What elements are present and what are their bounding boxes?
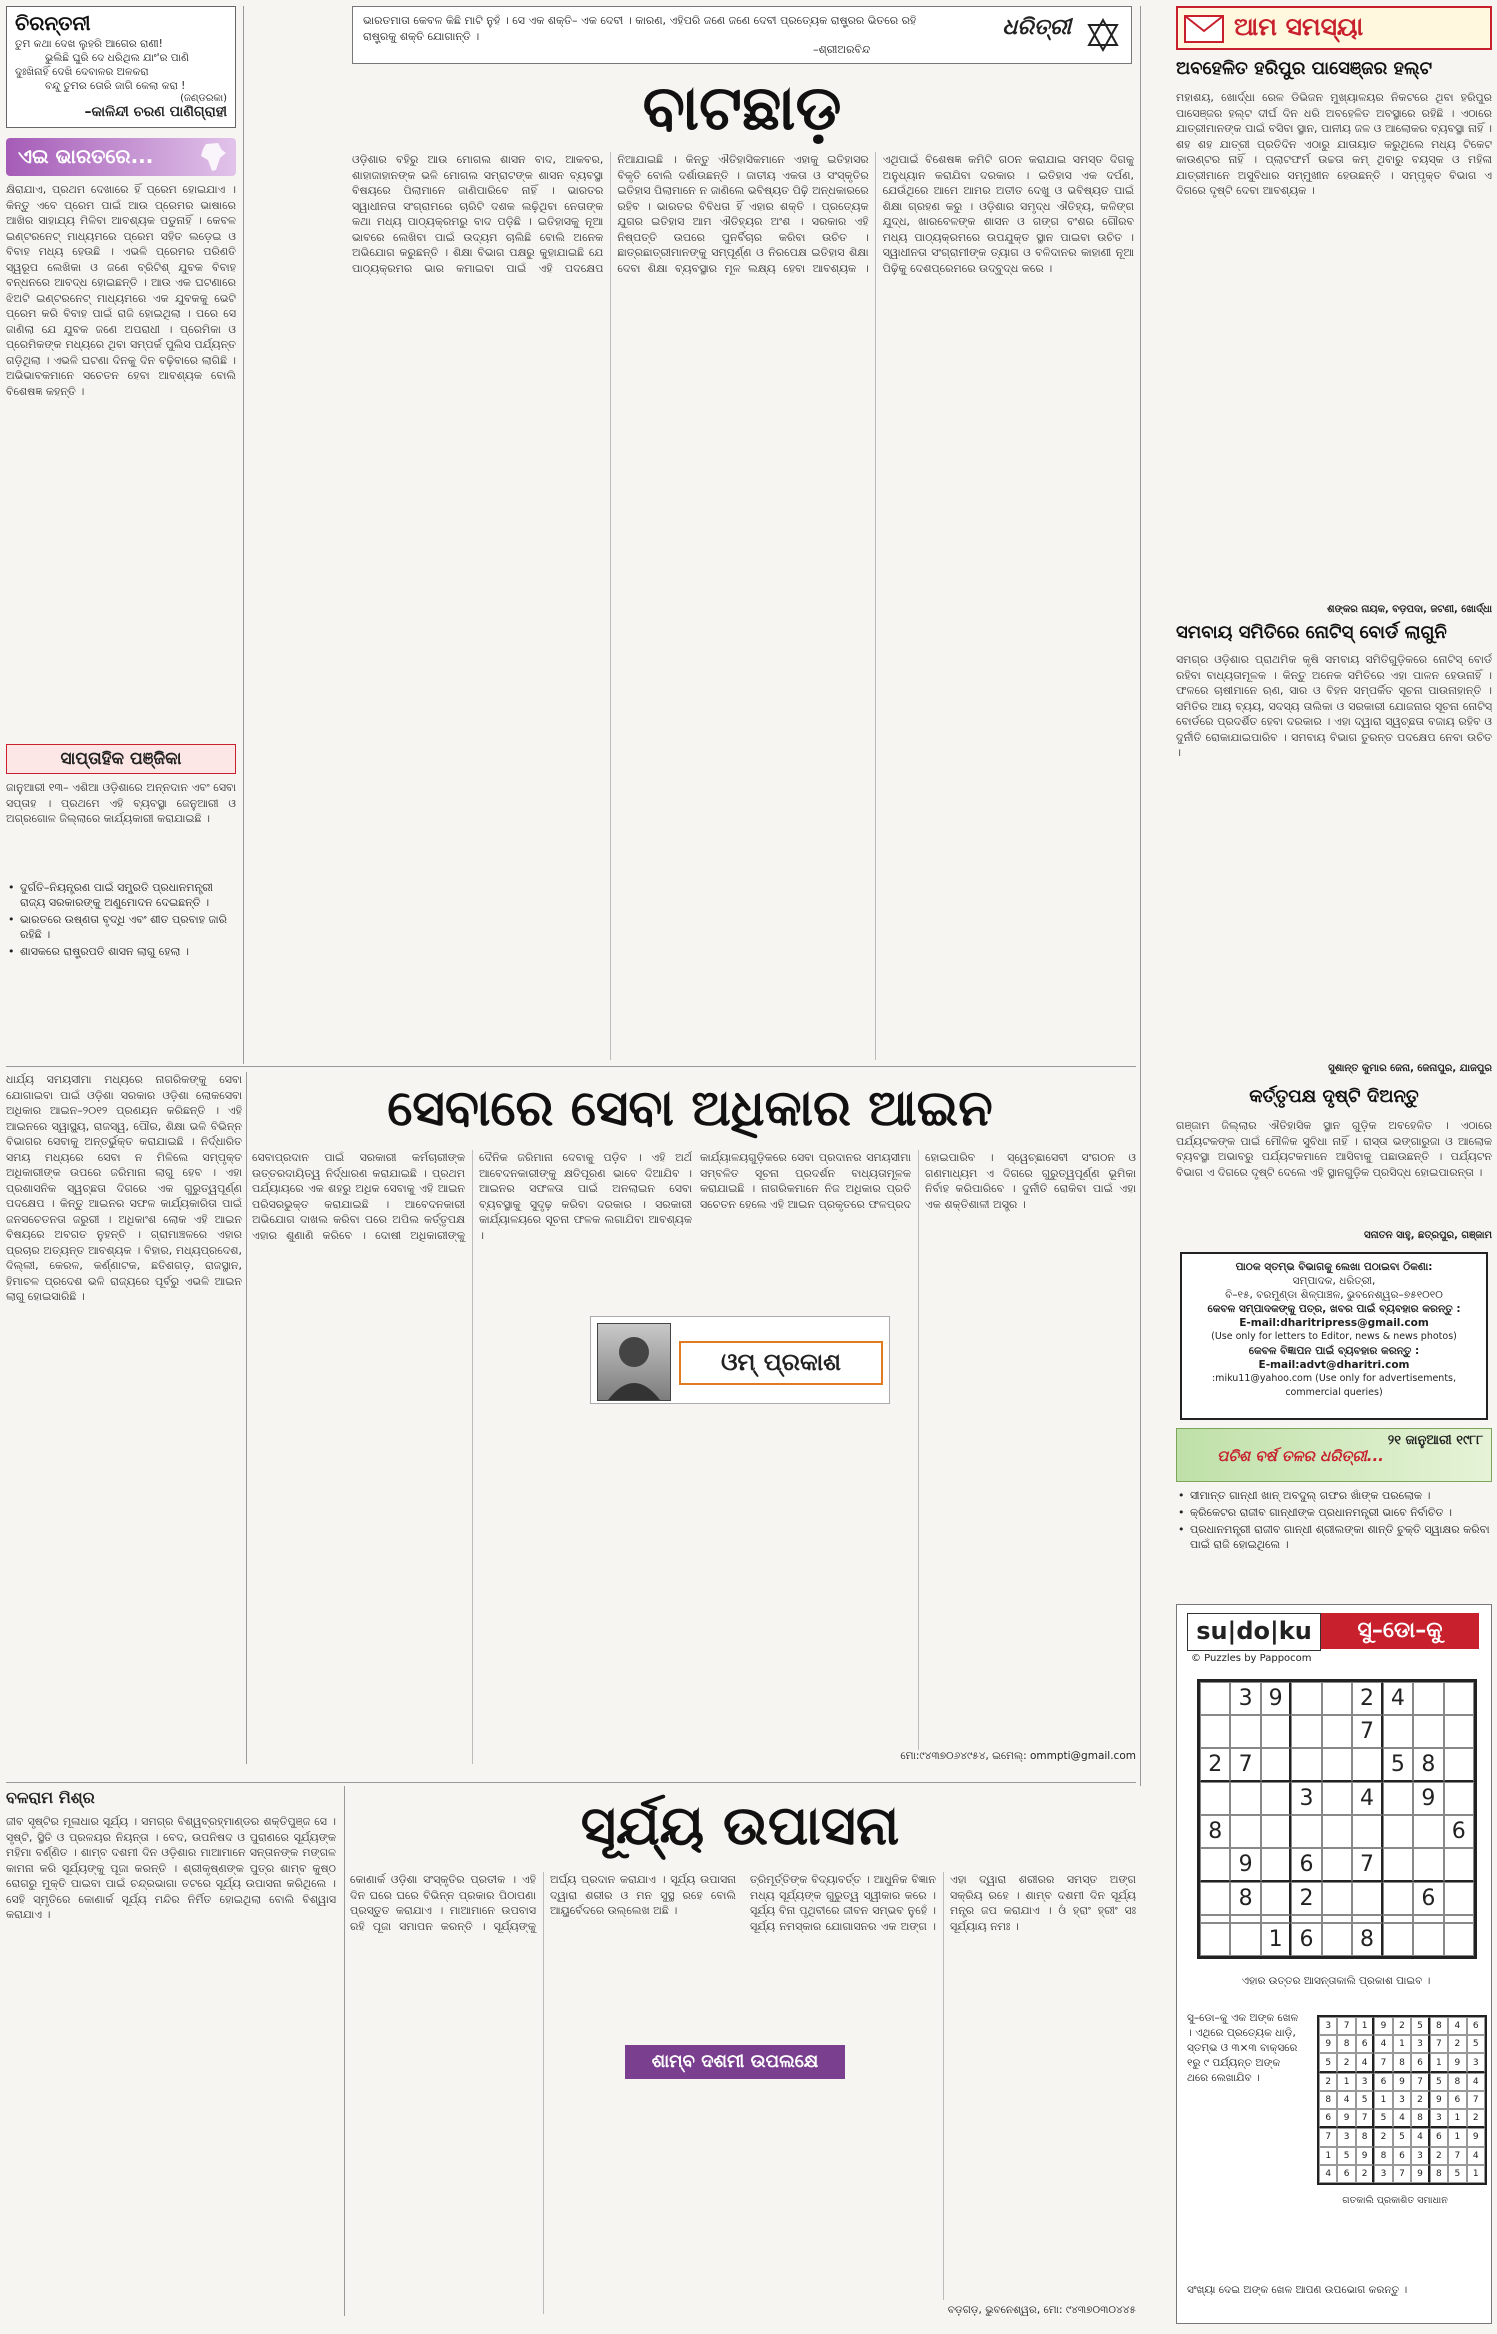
surya-col1: ଜୀବ ସୃଷ୍ଟିର ମୂଳାଧାର ସୂର୍ଯ୍ୟ । ସମଗ୍ର ବିଶ୍ୱବ୍ରହ୍ମାଣ୍ଡର ଶକ୍ତିପୁଞ୍ଜ ସେ । ସୃଷ୍ଟି, ସ୍ଥିତି ଓ ପ୍ରଳୟର ନିୟନ୍ତା । ବେଦ, ଉପନିଷଦ ଓ ପୁରାଣରେ ସୂର୍ଯ୍ୟଙ୍କ ମହିମା ବର୍ଣ୍ଣିତ । ଶାମ୍ବ ଦଶମୀ ଦିନ ଓଡ଼ିଶାର ମାଆମାନେ ସନ୍ତାନଙ୍କ ମଙ୍ଗଳ କାମନା କରି ସୂର୍ଯ୍ୟଙ୍କୁ ପୂଜା କରନ୍ତି । ଶ୍ରୀକୃଷ୍ଣଙ୍କ ପୁତ୍ର ଶାମ୍ବ କୁଷ୍ଠ ରୋଗରୁ ମୁକ୍ତି ପାଇବା ପାଇଁ ଚନ୍ଦ୍ରଭାଗା ତଟରେ ସୂର୍ଯ୍ୟ ଉପାସନା କରିଥିଲେ । ସେହି ସ୍ମୃତିରେ କୋଣାର୍କ ସୂର୍ଯ୍ୟ ମନ୍ଦିର ନିର୍ମିତ ହୋଇଥିଲା ବୋଲି ବିଶ୍ୱାସ କରାଯାଏ ।	[6, 1815, 336, 1921]
solution-cell: 2	[1430, 2147, 1448, 2165]
solution-cell: 1	[1448, 2128, 1466, 2146]
solution-cell: 8	[1319, 2091, 1337, 2109]
solution-cell: 1	[1448, 2109, 1466, 2128]
column-rule	[243, 6, 244, 1064]
sudoku-cell[interactable]	[1322, 1748, 1352, 1782]
editorial-headline: ବାଟଛାଡ଼	[642, 71, 842, 144]
sudoku-cell[interactable]	[1322, 1782, 1352, 1815]
weekly-item: • ଦୁର୍ଗତି–ନିୟନ୍ତ୍ରଣ ପାଇଁ ସମ୍ପ୍ରତି ପ୍ରଧାନମନ୍ତ୍ରୀ ରାଜ୍ୟ ସରକାରଙ୍କୁ ଅଣୁମୋଦନ ଦେଇଛନ୍ତି ।	[6, 880, 236, 910]
dharitri-logo: ଧରିତ୍ରୀ	[1002, 15, 1071, 40]
seba-col3: କାର୍ଯ୍ୟାଳୟଗୁଡ଼ିକରେ ସେବା ପ୍ରଦାନର ସମୟସୀମା ସମ୍ବଳିତ ସୂଚନା ପ୍ରଦର୍ଶନ ବାଧ୍ୟତାମୂଳକ କରାଯାଇଛି । ନାଗରିକମାନେ ନିଜ ଅଧିକାର ପ୍ରତି ସଚେତନ ହେଲେ ଏହି ଆଇନ ପ୍ରକୃତରେ ଫଳପ୍ରଦ ହୋଇପାରିବ । ସ୍ୱେଚ୍ଛାସେବୀ ସଂଗଠନ ଓ ଗଣମାଧ୍ୟମ ଏ ଦିଗରେ ଗୁରୁତ୍ୱପୂର୍ଣ୍ଣ ଭୂମିକା ନିର୍ବାହ କରିପାରିବେ । ଦୁର୍ନୀତି ରୋକିବା ପାଇଁ ଏହା ଏକ ଶକ୍ତିଶାଳୀ ଅସ୍ତ୍ର ।	[700, 1151, 1136, 1211]
solution-cell: 4	[1393, 2109, 1411, 2128]
sudoku-cell[interactable]	[1322, 1923, 1352, 1956]
sudoku-cell[interactable]	[1230, 1923, 1260, 1956]
seba-contact: ମୋ:୯୪୩୭୦୬୪୯୫୪, ଇମେଲ୍: ommpti@gmail.com	[900, 1750, 1136, 1762]
solution-cell: 5	[1448, 2165, 1466, 2183]
solution-cell: 7	[1430, 2035, 1448, 2053]
solution-cell: 7	[1393, 2165, 1411, 2183]
contact-intro: ପାଠକ ସ୍ତମ୍ଭ ବିଭାଗକୁ ଲେଖା ପଠାଇବା ଠିକଣା:	[1235, 1261, 1433, 1273]
sudoku-cell[interactable]	[1444, 1782, 1474, 1815]
sudoku-cell[interactable]: 9	[1413, 1782, 1443, 1815]
pachis-date: ୨୧ ଜାନୁଆରୀ ୧୯୮୮	[1387, 1433, 1483, 1448]
solution-cell: 7	[1374, 2053, 1392, 2072]
solution-cell: 8	[1393, 2053, 1411, 2072]
sudoku-cell[interactable]	[1291, 1815, 1321, 1848]
letter3-signature: ସନାତନ ସାହୁ, ଛତ୍ରପୁର, ଗଞ୍ଜାମ	[1364, 1230, 1492, 1241]
sudoku-cell[interactable]: 1	[1261, 1923, 1291, 1956]
solution-cell: 8	[1356, 2128, 1374, 2146]
surya-headline: ସୂର୍ଯ୍ୟ ଉପାସନା	[580, 1794, 900, 1857]
author-photo	[597, 1323, 671, 1401]
solution-cell: 9	[1356, 2147, 1374, 2165]
pachis-list	[1176, 1488, 1492, 1598]
sudoku-cell[interactable]	[1291, 1715, 1321, 1748]
sudoku-cell[interactable]	[1261, 1915, 1291, 1923]
sudoku-cell[interactable]	[1444, 1923, 1474, 1956]
letter3-text: ଗଞ୍ଜାମ ଜିଲ୍ଲାର ଐତିହାସିକ ସ୍ଥାନ ଗୁଡ଼ିକ ଅବହେଳିତ । ଏଠାରେ ପର୍ଯ୍ୟଟକଙ୍କ ପାଇଁ ମୌଳିକ ସୁବିଧା ନାହିଁ । ରାସ୍ତା ଭଙ୍ଗାରୁଜା ଓ ଆଲୋକ ବ୍ୟବସ୍ଥା ଅଭାବରୁ ପର୍ଯ୍ୟଟକମାନେ ଆସିବାକୁ ପଛାଉଛନ୍ତି । ପର୍ଯ୍ୟଟନ ବିଭାଗ ଏ ଦିଗରେ ଦୃଷ୍ଟି ଦେଲେ ଏହି ସ୍ଥାନଗୁଡ଼ିକ ପ୍ରସିଦ୍ଧ ହୋଇପାରନ୍ତା ।	[1176, 1119, 1492, 1179]
sudoku-cell[interactable]	[1200, 1715, 1230, 1748]
sudoku-cell[interactable]	[1444, 1748, 1474, 1782]
sudoku-cell[interactable]	[1413, 1848, 1443, 1882]
sudoku-cell[interactable]	[1261, 1815, 1291, 1848]
solution-cell: 9	[1411, 2165, 1429, 2183]
solution-cell: 3	[1319, 2017, 1337, 2035]
letter2-signature: ସୁଶାନ୍ତ କୁମାର ଜେନା, ଜେନାପୁର, ଯାଜପୁର	[1328, 1063, 1492, 1074]
editorial-quote: ଭାରତମାତା କେବଳ କିଛି ମାଟି ନୁହଁ । ସେ ଏକ ଶକ୍ତି– ଏକ ଦେବୀ । କାରଣ, ଏହିପରି ଜଣେ ଜଣେ ଦେବୀ ପ୍ରତ୍ୟେକ ରାଷ୍ଟ୍ରର ଭିତରେ ରହି ରାଷ୍ଟ୍ରକୁ ଶକ୍ତି ଯୋଗାନ୍ତି ।	[363, 14, 917, 43]
solution-cell: 3	[1411, 2147, 1429, 2165]
ei-bharatare-text: କ୍ଷିରାଯାଏ, ପ୍ରଥମ ଦେଖାରେ ହିଁ ପ୍ରେମ ହୋଇଯାଏ । କିନ୍ତୁ ଏବେ ପ୍ରେମ ପାଇଁ ଆଉ ପ୍ରେମର ଭାଷାରେ ଆଖିର ସାହାଯ୍ୟ ମିଳିବା ଆବଶ୍ୟକ ପଡୁନାହିଁ । କେବଳ ଇଣ୍ଟରନେଟ୍ ମାଧ୍ୟମରେ ପ୍ରେମ ସହିତ ଲଡ଼େଇ ଓ ବିବାହ ମଧ୍ୟ ହେଉଛି । ଏଭଳି ପ୍ରେମର ପରିଣତି ସ୍ୱରୂପ ଲେଖିକା ଓ ଜଣେ ବ୍ରିଟିଶ୍ ଯୁବକ ବିବାହ ବନ୍ଧନରେ ଆବଦ୍ଧ ହୋଇଛନ୍ତି । ଆଉ ଏକ ଘଟଣାରେ ଝିଅଟି ଇଣ୍ଟରନେଟ୍ ମାଧ୍ୟମରେ ଏକ ଯୁବକକୁ ଭେଟି ପ୍ରେମ କରି ବିବାହ ପାଇଁ ରାଜି ହୋଇଥିଲା । ପରେ ସେ ଜାଣିଲା ଯେ ଯୁବକ ଜଣେ ଅପରାଧୀ । ପ୍ରେମିକା ଓ ପ୍ରେମିକଙ୍କ ମଧ୍ୟରେ ଥିବା ସମ୍ପର୍କ ପୁଲିସ ପର୍ଯ୍ୟନ୍ତ ଗଡ଼ିଥିଲା । ଏଭଳି ଘଟଣା ଦିନକୁ ଦିନ ବଢ଼ିବାରେ ଲାଗିଛି । ଅଭିଭାବକମାନେ ସଚେତନ ହେବା ଆବଶ୍ୟକ ବୋଲି ବିଶେଷଜ୍ଞ କହନ୍ତି ।	[6, 183, 236, 398]
sudoku-cell[interactable]: 7	[1352, 1715, 1382, 1748]
section-rule	[6, 1066, 1136, 1067]
chirantani-box	[6, 6, 236, 128]
sudoku-cell[interactable]: 8	[1352, 1923, 1382, 1956]
solution-cell: 7	[1467, 2091, 1485, 2109]
solution-cell: 7	[1319, 2128, 1337, 2146]
solution-cell: 2	[1319, 2073, 1337, 2091]
sudoku-cell[interactable]	[1291, 1915, 1321, 1923]
solution-cell: 2	[1374, 2128, 1392, 2146]
pachis-item: • ପ୍ରଧାନମନ୍ତ୍ରୀ ରାଜୀବ ଗାନ୍ଧୀ ଶ୍ରୀଲଙ୍କା ଶାନ୍ତି ଚୁକ୍ତି ସ୍ୱାକ୍ଷର କରିବା ପାଇଁ ରାଜି ହୋଇଥିଲେ ।	[1176, 1522, 1492, 1552]
sudoku-cell[interactable]: 2	[1200, 1748, 1230, 1782]
sudoku-cell[interactable]	[1444, 1682, 1474, 1715]
solution-cell: 5	[1356, 2091, 1374, 2109]
sudoku-brand: su|do|ku	[1187, 1613, 1321, 1651]
sudoku-cell[interactable]: 8	[1200, 1815, 1230, 1848]
surya-signature: ବଡ଼ଗଡ଼, ଭୁବନେଶ୍ୱର, ମୋ: ୯୪୩୭୦୩୦୪୪୫	[947, 2304, 1136, 2316]
solution-cell: 9	[1374, 2017, 1392, 2035]
solution-cell: 1	[1393, 2035, 1411, 2053]
solution-cell: 2	[1337, 2053, 1355, 2072]
sudoku-cell[interactable]: 9	[1230, 1848, 1260, 1882]
solution-cell: 5	[1337, 2147, 1355, 2165]
solution-cell: 2	[1467, 2109, 1485, 2128]
sudoku-cell[interactable]	[1383, 1923, 1413, 1956]
sudoku-cell[interactable]	[1444, 1915, 1474, 1923]
sudoku-prev-label: ଗତକାଲି ପ୍ରକାଶିତ ସମାଧାନ	[1342, 2195, 1448, 2206]
sudoku-previous-solution	[1317, 2015, 1487, 2185]
sudoku-cell[interactable]: 6	[1291, 1848, 1321, 1882]
seba-headline: ସେବାରେ ସେବା ଅଧିକାର ଆଇନ	[387, 1079, 993, 1137]
solution-cell: 4	[1467, 2073, 1485, 2091]
ei-bharatare-banner	[6, 138, 236, 176]
pachis-item: • କ୍ରିକେଟର ରାଜୀବ ଗାନ୍ଧୀଙ୍କ ପ୍ରଧାନମନ୍ତ୍ରୀ ଭାବେ ନିର୍ବାଚିତ ।	[1176, 1505, 1492, 1520]
solution-cell: 8	[1430, 2165, 1448, 2183]
sudoku-cell[interactable]: 4	[1352, 1782, 1382, 1815]
sudoku-cell[interactable]	[1322, 1682, 1352, 1715]
sudoku-cell[interactable]	[1383, 1715, 1413, 1748]
solution-cell: 5	[1374, 2109, 1392, 2128]
sudoku-footer: ସଂଖ୍ୟା ଦେଇ ଅଙ୍କ ଖେଳ ଆପଣ ଉପଭୋଗ କରନ୍ତୁ ।	[1187, 2284, 1408, 2296]
solution-cell: 3	[1467, 2053, 1485, 2072]
sudoku-cell[interactable]	[1200, 1923, 1230, 1956]
contact-email1[interactable]: E-mail:dharitripress@gmail.com	[1239, 1317, 1429, 1329]
solution-cell: 1	[1337, 2073, 1355, 2091]
sudoku-cell[interactable]	[1322, 1815, 1352, 1848]
sudoku-cell[interactable]	[1200, 1882, 1230, 1915]
sudoku-cell[interactable]	[1230, 1782, 1260, 1815]
solution-cell: 4	[1337, 2091, 1355, 2109]
solution-cell: 4	[1448, 2017, 1466, 2035]
sudoku-cell[interactable]	[1200, 1848, 1230, 1882]
editorial-quote-author: –ଶ୍ରୀଅରବିନ୍ଦ	[813, 43, 871, 56]
letter2-title: ସମବାୟ ସମିତିରେ ନୋଟିସ୍ ବୋର୍ଡ ଲାଗୁନି	[1176, 622, 1447, 643]
sudoku-cell[interactable]	[1413, 1923, 1443, 1956]
solution-cell: 4	[1411, 2128, 1429, 2146]
poem: ତୁମ କଥା ଦେଖ ଲୁହରି ଆଗେର ରାଣୀ! ଭୁଲିଛି ଘୁରି ଦେ ଧରିଥିଲ ଯାଂ'ର ପାଣି ଦୁଃଖିନାହିଁ ଦେଖି ଦେବାଳର ଅଳକରା ବନ୍ଦୁ ତୁମର ତୋରି ଜାଗି କେଲା କରା !	[15, 38, 189, 92]
sudoku-credit: © Puzzles by Pappocom	[1191, 1653, 1312, 1664]
pachis-label: ପଚିଶ ବର୍ଷ ତଳର ଧରିତ୍ରୀ...	[1217, 1447, 1384, 1465]
sudoku-cell[interactable]	[1413, 1715, 1443, 1748]
ei-bharatare-title: ଏଇ ଭାରତରେ...	[18, 144, 154, 168]
sudoku-cell[interactable]	[1230, 1815, 1260, 1848]
solution-cell: 9	[1430, 2091, 1448, 2109]
sudoku-cell[interactable]: 8	[1230, 1882, 1260, 1915]
sudoku-cell[interactable]	[1200, 1915, 1230, 1923]
sudoku-grid[interactable]	[1197, 1679, 1477, 1959]
surya-col3: ତ୍ରିମୂର୍ତ୍ତିଙ୍କ ବିଦ୍ୟାବର୍ତ୍ତ । ଆଧୁନିକ ବିଜ୍ଞାନ ମଧ୍ୟ ସୂର୍ଯ୍ୟଙ୍କ ଗୁରୁତ୍ୱ ସ୍ୱୀକାର କରେ । ସୂର୍ଯ୍ୟ ବିନା ପୃଥିବୀରେ ଜୀବନ ସମ୍ଭବ ନୁହେଁ । ସୂର୍ଯ୍ୟ ନମସ୍କାର ଯୋଗାସନର ଏକ ଅଙ୍ଗ । ଏହା ଦ୍ୱାରା ଶରୀରର ସମସ୍ତ ଅଙ୍ଗ ସକ୍ରିୟ ରହେ । ଶାମ୍ବ ଦଶମୀ ଦିନ ସୂର୍ଯ୍ୟ ମନ୍ତ୍ର ଜପ କରାଯାଏ । ଓଁ ହ୍ରାଂ ହ୍ରୀଂ ସଃ ସୂର୍ଯ୍ୟାୟ ନମଃ ।	[750, 1873, 1136, 1933]
sudoku-how-to: ସୁ–ଡୋ–କୁ ଏକ ଅଙ୍କ ଖେଳ । ଏଥିରେ ପ୍ରତ୍ୟେକ ଧାଡ଼ି, ସ୍ତମ୍ଭ ଓ ୩×୩ ବାକ୍ସରେ ୧ରୁ ୯ ପର୍ଯ୍ୟନ୍ତ ଅଙ୍କ ଥରେ ଲେଖାଯିବ ।	[1187, 2012, 1299, 2084]
weekly-item: • ଶାସକରେ ରାଷ୍ଟ୍ରପତି ଶାସନ ଲାଗୁ ହେଲା ।	[6, 944, 236, 959]
section-rule	[6, 1782, 1136, 1783]
sudoku-cell[interactable]	[1352, 1915, 1382, 1923]
solution-cell: 9	[1337, 2109, 1355, 2128]
solution-cell: 8	[1374, 2147, 1392, 2165]
solution-cell: 5	[1430, 2073, 1448, 2091]
weekly-list	[6, 880, 236, 985]
weekly-title: ସାପ୍ତାହିକ ପଞ୍ଜିକା	[60, 749, 182, 769]
sudoku-cell[interactable]	[1413, 1682, 1443, 1715]
contact-email2b: :miku11@yahoo.com (Use only for advertisements, commercial queries)	[1211, 1373, 1457, 1398]
sudoku-cell[interactable]	[1352, 1815, 1382, 1848]
sudoku-cell[interactable]	[1322, 1848, 1352, 1882]
solution-cell: 6	[1356, 2035, 1374, 2053]
solution-cell: 6	[1430, 2128, 1448, 2146]
solution-cell: 7	[1356, 2109, 1374, 2128]
column-rule	[1140, 6, 1141, 1786]
sudoku-cell[interactable]	[1322, 1882, 1352, 1915]
sudoku-cell[interactable]	[1230, 1715, 1260, 1748]
weekly-title-box	[6, 744, 236, 774]
india-map-icon	[196, 140, 230, 174]
weekly-text: ଜାନୁଆରୀ ୧୩– ଏଶିଆ ଓଡ଼ିଶାରେ ଅନ୍ନଦାନ ଏବଂ ସେବା ସପ୍ତାହ । ପ୍ରଥମେ ଏହି ବ୍ୟବସ୍ଥା ଜେନୁଆରୀ ଓ ଅଗ୍ରଗୋଳ ଜିଲ୍ଲାରେ କାର୍ଯ୍ୟକାରୀ କରାଯାଇଛି ।	[6, 781, 236, 825]
editorial-quote-box	[352, 6, 1132, 64]
pachis-banner	[1176, 1428, 1492, 1482]
solution-cell: 6	[1393, 2147, 1411, 2165]
solution-cell: 1	[1430, 2053, 1448, 2072]
sudoku-brand-odia: ସୁ–ଡୋ–କୁ	[1321, 1613, 1479, 1649]
pachis-item: • ସୀମାନ୍ତ ଗାନ୍ଧୀ ଖାନ୍ ଅବଦୁଲ୍ ଗଫର ଖାଁଙ୍କ ପରଲୋକ ।	[1176, 1488, 1492, 1503]
sudoku-cell[interactable]	[1444, 1848, 1474, 1882]
letter2-text: ସମଗ୍ର ଓଡ଼ିଶାର ପ୍ରାଥମିକ କୃଷି ସମବାୟ ସମିତିଗୁଡ଼ିକରେ ନୋଟିସ୍ ବୋର୍ଡ ରହିବା ବାଧ୍ୟତାମୂଳକ । କିନ୍ତୁ ଅନେକ ସମିତିରେ ଏହା ପାଳନ ହେଉନାହିଁ । ଫଳରେ ଚାଷୀମାନେ ଋଣ, ସାର ଓ ବିହନ ସମ୍ପର୍କିତ ସୂଚନା ପାଉନାହାନ୍ତି । ସମିତିର ଆୟ ବ୍ୟୟ, ସଦସ୍ୟ ତାଲିକା ଓ ସରକାରୀ ଯୋଜନାର ସୂଚନା ନୋଟିସ୍ ବୋର୍ଡରେ ପ୍ରଦର୍ଶିତ ହେବା ଦରକାର । ଏହା ଦ୍ୱାରା ସ୍ୱଚ୍ଛତା ବଜାୟ ରହିବ ଓ ଦୁର୍ନୀତି ରୋକାଯାଇପାରିବ । ସମବାୟ ବିଭାଗ ତୁରନ୍ତ ପଦକ୍ଷେପ ନେବା ଉଚିତ ।	[1176, 653, 1492, 759]
editorial-text: ଓଡ଼ିଶାର ବହିରୁ ଆଉ ମୋଗଲ ଶାସନ ବାଦ, ଆକବର, ଶାହାଜାହାନଙ୍କ ଭଳି ମୋଗଲ ସମ୍ରାଟଙ୍କ ଶାସନ ବ୍ୟବସ୍ଥା ବିଷୟରେ ପିଲାମାନେ ଜାଣିପାରିବେ ନାହିଁ । ଭାରତର ସ୍ୱାଧୀନତା ସଂଗ୍ରାମରେ ଚାରିଟି ଦଶକ ଲଢ଼ିଥିବା ନେତାଙ୍କ କଥା ମଧ୍ୟ ପାଠ୍ୟକ୍ରମରୁ ବାଦ ପଡ଼ିଛି । ଇତିହାସକୁ ନୂଆ ଭାବରେ ଲେଖିବା ପାଇଁ ଉଦ୍ୟମ ଚାଲିଛି ବୋଲି ଅନେକ ଅଭିଯୋଗ କରୁଛନ୍ତି । ଶିକ୍ଷା ବିଭାଗ ପକ୍ଷରୁ କୁହାଯାଇଛି ଯେ ପାଠ୍ୟକ୍ରମର ଭାର କମାଇବା ପାଇଁ ଏହି ପଦକ୍ଷେପ ନିଆଯାଇଛି । କିନ୍ତୁ ଐତିହାସିକମାନେ ଏହାକୁ ଇତିହାସର ବିକୃତି ବୋଲି ଦର୍ଶାଉଛନ୍ତି । ଜାତୀୟ ଏକତା ଓ ସଂସ୍କୃତିର ଇତିହାସ ପିଲାମାନେ ନ ଜାଣିଲେ ଭବିଷ୍ୟତ ପିଢ଼ି ଅନ୍ଧକାରରେ ରହିବ । ଭାରତର ବିବିଧତା ହିଁ ଏହାର ଶକ୍ତି । ପ୍ରତ୍ୟେକ ଯୁଗର ଇତିହାସ ଆମ ଐତିହ୍ୟର ଅଂଶ । ସରକାର ଏହି ନିଷ୍ପତ୍ତି ଉପରେ ପୁନର୍ବିଚାର କରିବା ଉଚିତ । ଛାତ୍ରଛାତ୍ରୀମାନଙ୍କୁ ସମ୍ପୂର୍ଣ୍ଣ ଓ ନିରପେକ୍ଷ ଇତିହାସ ଶିକ୍ଷା ଦେବା ଶିକ୍ଷା ବ୍ୟବସ୍ଥାର ମୂଳ ଲକ୍ଷ୍ୟ ହେବା ଆବଶ୍ୟକ । ଏଥିପାଇଁ ବିଶେଷଜ୍ଞ କମିଟି ଗଠନ କରାଯାଇ ସମସ୍ତ ଦିଗକୁ ଅନୁଧ୍ୟାନ କରାଯିବା ଦରକାର । ଇତିହାସ ଏକ ଦର୍ପଣ, ଯେଉଁଥିରେ ଆମେ ଆମର ଅତୀତ ଦେଖୁ ଓ ଭବିଷ୍ୟତ ପାଇଁ ଶିକ୍ଷା ଗ୍ରହଣ କରୁ । ଓଡ଼ିଶାର ସମୃଦ୍ଧ ଐତିହ୍ୟ, କଳିଙ୍ଗ ଯୁଦ୍ଧ, ଖାରବେଳଙ୍କ ଶାସନ ଓ ଗଙ୍ଗ ବଂଶର ଗୌରବ ମଧ୍ୟ ପାଠ୍ୟକ୍ରମରେ ଉପଯୁକ୍ତ ସ୍ଥାନ ପାଇବା ଉଚିତ । ସ୍ୱାଧୀନତା ସଂଗ୍ରାମୀଙ୍କ ତ୍ୟାଗ ଓ ବଳିଦାନର କାହାଣୀ ନୂଆ ପିଢ଼ିକୁ ଦେଶପ୍ରେମରେ ଉଦ୍ବୁଦ୍ଧ କରେ ।	[352, 153, 1134, 275]
sudoku-cell[interactable]	[1413, 1915, 1443, 1923]
sudoku-cell[interactable]	[1383, 1915, 1413, 1923]
solution-cell: 3	[1374, 2165, 1392, 2183]
sudoku-cell[interactable]	[1322, 1715, 1352, 1748]
solution-cell: 6	[1337, 2165, 1355, 2183]
solution-cell: 5	[1411, 2017, 1429, 2035]
sudoku-cell[interactable]: 7	[1230, 1748, 1260, 1782]
sudoku-cell[interactable]	[1383, 1815, 1413, 1848]
sudoku-cell[interactable]	[1322, 1915, 1352, 1923]
solution-cell: 5	[1467, 2035, 1485, 2053]
solution-cell: 7	[1448, 2147, 1466, 2165]
solution-cell: 2	[1393, 2017, 1411, 2035]
sudoku-cell[interactable]	[1291, 1748, 1321, 1782]
solution-cell: 3	[1356, 2073, 1374, 2091]
letter3-title: କର୍ତ୍ତୃପକ୍ଷ ଦୃଷ୍ଟି ଦିଅନ୍ତୁ	[1249, 1086, 1419, 1107]
contact-email2[interactable]: E-mail:advt@dharitri.com	[1258, 1359, 1410, 1371]
sudoku-cell[interactable]: 9	[1261, 1682, 1291, 1715]
solution-cell: 1	[1467, 2165, 1485, 2183]
sudoku-cell[interactable]	[1383, 1782, 1413, 1815]
contact-box	[1180, 1252, 1488, 1420]
solution-cell: 6	[1448, 2091, 1466, 2109]
letter1-signature: ଶଙ୍କର ନାୟକ, ବଡ଼ପଦା, ଜଟଣୀ, ଖୋର୍ଦ୍ଧା	[1327, 604, 1492, 615]
contact-line1: ସମ୍ପାଦକ, ଧରିତ୍ରୀ,	[1292, 1275, 1376, 1287]
aama-samasya-banner	[1176, 6, 1492, 50]
solution-cell: 3	[1430, 2109, 1448, 2128]
column-rule	[344, 1786, 345, 2316]
sudoku-cell[interactable]	[1444, 1882, 1474, 1915]
envelope-icon	[1184, 15, 1224, 43]
sudoku-cell[interactable]: 6	[1291, 1923, 1321, 1956]
sudoku-cell[interactable]	[1261, 1748, 1291, 1782]
contact-line4: କେବଳ ବିଜ୍ଞାପନ ପାଇଁ ବ୍ୟବହାର କରନ୍ତୁ :	[1248, 1345, 1420, 1357]
solution-cell: 2	[1411, 2091, 1429, 2109]
sudoku-cell[interactable]: 2	[1352, 1682, 1382, 1715]
aama-samasya-title: ଆମ ସମସ୍ୟା	[1234, 12, 1364, 41]
solution-cell: 3	[1337, 2128, 1355, 2146]
sudoku-cell[interactable]	[1352, 1882, 1382, 1915]
chirantani-title: ଚିରନ୍ତନୀ	[15, 11, 91, 35]
solution-cell: 6	[1374, 2073, 1392, 2091]
sudoku-cell[interactable]	[1291, 1682, 1321, 1715]
sudoku-cell[interactable]	[1261, 1882, 1291, 1915]
sudoku-cell[interactable]	[1383, 1882, 1413, 1915]
solution-cell: 9	[1319, 2035, 1337, 2053]
seba-col2: ସେବାପ୍ରଦାନ ପାଇଁ ସରକାରୀ କର୍ମଚାରୀଙ୍କ ଉତ୍ତରଦାୟିତ୍ୱ ନିର୍ଦ୍ଧାରଣ କରାଯାଇଛି । ପ୍ରଥମ ପର୍ଯ୍ୟାୟରେ ଏକ ଶହରୁ ଅଧିକ ସେବାକୁ ଏହି ଆଇନ ପରିସରଭୁକ୍ତ କରାଯାଇଛି । ଆବେଦନକାରୀ ଅଭିଯୋଗ ଦାଖଲ କରିବା ପରେ ଅପିଲ କର୍ତ୍ତୃପକ୍ଷ ଏହାର ଶୁଣାଣି କରିବେ । ଦୋଷୀ ଅଧିକାରୀଙ୍କୁ ଦୈନିକ ଜରିମାନା ଦେବାକୁ ପଡ଼ିବ । ଏହି ଅର୍ଥ ଆବେଦନକାରୀଙ୍କୁ କ୍ଷତିପୂରଣ ଭାବେ ଦିଆଯିବ । ଆଇନର ସଫଳତା ପାଇଁ ଅନଲାଇନ ସେବା ବ୍ୟବସ୍ଥାକୁ ସୁଦୃଢ଼ କରିବା ଦରକାର । ସରକାରୀ କାର୍ଯ୍ୟାଳୟରେ ସୂଚନା ଫଳକ ଲଗାଯିବା ଆବଶ୍ୟକ ।	[252, 1151, 692, 1242]
solution-cell: 8	[1337, 2035, 1355, 2053]
solution-cell: 9	[1393, 2073, 1411, 2091]
solution-cell: 8	[1448, 2073, 1466, 2091]
seba-col1: ଧାର୍ଯ୍ୟ ସମୟସୀମା ମଧ୍ୟରେ ନାଗରିକଙ୍କୁ ସେବା ଯୋଗାଇବା ପାଇଁ ଓଡ଼ିଶା ସରକାର ଓଡ଼ିଶା ଲୋକସେବା ଅଧିକାର ଆଇନ–୨୦୧୨ ପ୍ରଣୟନ କରିଛନ୍ତି । ଏହି ଆଇନରେ ସ୍ୱାସ୍ଥ୍ୟ, ରାଜସ୍ୱ, ପୌର, ଶିକ୍ଷା ଭଳି ବିଭିନ୍ନ ବିଭାଗର ସେବାକୁ ଅନ୍ତର୍ଭୁକ୍ତ କରାଯାଇଛି । ନିର୍ଦ୍ଧାରିତ ସମୟ ମଧ୍ୟରେ ସେବା ନ ମିଳିଲେ ସମ୍ପୃକ୍ତ ଅଧିକାରୀଙ୍କ ଉପରେ ଜରିମାନା ଲାଗୁ ହେବ । ଏହା ପ୍ରଶାସନିକ ସ୍ୱଚ୍ଛତା ଦିଗରେ ଏକ ଗୁରୁତ୍ୱପୂର୍ଣ୍ଣ ପଦକ୍ଷେପ । କିନ୍ତୁ ଆଇନର ସଫଳ କାର୍ଯ୍ୟକାରିତା ପାଇଁ ଜନସଚେତନତା ଜରୁରୀ । ଅଧିକାଂଶ ଲୋକ ଏହି ଆଇନ ବିଷୟରେ ଅବଗତ ନୁହନ୍ତି । ଗ୍ରାମାଞ୍ଚଳରେ ଏହାର ପ୍ରଚାର ଅତ୍ୟନ୍ତ ଆବଶ୍ୟକ । ବିହାର, ମଧ୍ୟପ୍ରଦେଶ, ଦିଲ୍ଲୀ, କେରଳ, କର୍ଣ୍ଣାଟକ, ଛତିଶଗଡ଼, ରାଜସ୍ଥାନ, ହିମାଚଳ ପ୍ରଦେଶ ଭଳି ରାଜ୍ୟରେ ପୂର୍ବରୁ ଏଭଳି ଆଇନ ଲାଗୁ ହୋଇସାରିଛି ।	[6, 1073, 242, 1303]
author-name: ଓମ୍ ପ୍ରକାଶ	[720, 1348, 842, 1376]
solution-cell: 2	[1356, 2165, 1374, 2183]
sudoku-cell[interactable]: 6	[1413, 1882, 1443, 1915]
sudoku-cell[interactable]: 4	[1383, 1682, 1413, 1715]
solution-cell: 4	[1319, 2165, 1337, 2183]
sudoku-cell[interactable]	[1383, 1848, 1413, 1882]
surya-banner-text: ଶାମ୍ବ ଦଶମୀ ଉପଲକ୍ଷେ	[651, 2051, 819, 2072]
sudoku-cell[interactable]: 6	[1444, 1815, 1474, 1848]
poet: –କାଳିନ୍ଦୀ ଚରଣ ପାଣିଗ୍ରାହୀ	[84, 104, 227, 120]
solution-cell: 4	[1356, 2053, 1374, 2072]
sudoku-cell[interactable]: 8	[1413, 1748, 1443, 1782]
surya-byline: ବଳରାମ ମିଶ୍ର	[6, 1788, 95, 1807]
sudoku-panel	[1176, 1604, 1492, 2324]
contact-line2: ବି–୧୫, ବରମୁଣ୍ଡା ଶିଳ୍ପାଞ୍ଚଳ, ଭୁବନେଶ୍ୱର–୭୫୧୦୧୦	[1225, 1289, 1443, 1301]
sudoku-cell[interactable]	[1444, 1715, 1474, 1748]
solution-cell: 9	[1467, 2128, 1485, 2146]
solution-cell: 4	[1467, 2147, 1485, 2165]
solution-cell: 1	[1356, 2017, 1374, 2035]
sudoku-cell[interactable]	[1200, 1782, 1230, 1815]
solution-cell: 9	[1448, 2053, 1466, 2072]
contact-line3: କେବଳ ସମ୍ପାଦକଙ୍କୁ ପତ୍ର, ଖବର ପାଇଁ ବ୍ୟବହାର କରନ୍ତୁ :	[1207, 1303, 1461, 1315]
sudoku-cell[interactable]	[1261, 1848, 1291, 1882]
solution-cell: 3	[1393, 2091, 1411, 2109]
sudoku-cell[interactable]	[1413, 1815, 1443, 1848]
solution-cell: 5	[1319, 2053, 1337, 2072]
solution-cell: 1	[1319, 2147, 1337, 2165]
solution-cell: 7	[1411, 2073, 1429, 2091]
weekly-item: • ଭାରତରେ ଉଷ୍ଣତା ବୃଦ୍ଧି ଏବଂ ଶୀତ ପ୍ରବାହ ଜାରି ରହିଛି ।	[6, 912, 236, 942]
solution-cell: 1	[1374, 2091, 1392, 2109]
column-rule	[246, 1072, 247, 1764]
solution-cell: 8	[1430, 2017, 1448, 2035]
poem-source: (ଜଣ୍ଡରକା)	[180, 93, 227, 104]
solution-cell: 5	[1393, 2128, 1411, 2146]
contact-email1-note: (Use only for letters to Editor, news & news photos)	[1211, 1331, 1457, 1342]
sudoku-cell[interactable]	[1200, 1682, 1230, 1715]
solution-cell: 6	[1467, 2017, 1485, 2035]
person-photo-icon	[598, 1324, 670, 1400]
sudoku-cell[interactable]	[1230, 1915, 1260, 1923]
sudoku-cell[interactable]	[1261, 1782, 1291, 1815]
solution-cell: 7	[1337, 2017, 1355, 2035]
solution-cell: 6	[1319, 2109, 1337, 2128]
sudoku-answer-note: ଏହାର ଉତ୍ତର ଆସନ୍ତାକାଲି ପ୍ରକାଶ ପାଇବ ।	[1241, 1975, 1431, 1987]
solution-cell: 3	[1411, 2035, 1429, 2053]
sudoku-cell[interactable]	[1261, 1715, 1291, 1748]
solution-cell: 4	[1374, 2035, 1392, 2053]
letter1-text: ମହାଶୟ, ଖୋର୍ଦ୍ଧା ରେଳ ଡିଭିଜନ ମୁଖ୍ୟାଳୟର ନିକଟରେ ଥିବା ହରିପୁର ପାସେଞ୍ଜର ହଲ୍ଟ ଦୀର୍ଘ ଦିନ ଧରି ଅବହେଳିତ ଅବସ୍ଥାରେ ରହିଛି । ଏଠାରେ ଯାତ୍ରୀମାନଙ୍କ ପାଇଁ ବସିବା ସ୍ଥାନ, ପାନୀୟ ଜଳ ଓ ଆଲୋକର ବ୍ୟବସ୍ଥା ନାହିଁ । ଶହ ଶହ ଯାତ୍ରୀ ପ୍ରତିଦିନ ଏଠାରୁ ଯାତାୟାତ କରୁଥିଲେ ମଧ୍ୟ ଟିକେଟ କାଉଣ୍ଟର ନାହିଁ । ପ୍ଲାଟଫର୍ମ ଉଚ୍ଚତା କମ୍ ଥିବାରୁ ବୟସ୍କ ଓ ମହିଳା ଯାତ୍ରୀମାନେ ଅସୁବିଧାର ସମ୍ମୁଖୀନ ହେଉଛନ୍ତି । ସମ୍ପୃକ୍ତ ବିଭାଗ ଏ ଦିଗରେ ଦୃଷ୍ଟି ଦେବା ଆବଶ୍ୟକ ।	[1176, 91, 1492, 197]
sudoku-cell[interactable]	[1352, 1748, 1382, 1782]
letter1-title: ଅବହେଳିତ ହରିପୁର ପାସେଞ୍ଜର ହଲ୍ଟ	[1176, 58, 1433, 79]
star-emblem-icon	[1085, 17, 1121, 53]
sudoku-cell[interactable]: 7	[1352, 1848, 1382, 1882]
sudoku-cell[interactable]: 3	[1291, 1782, 1321, 1815]
sudoku-cell[interactable]: 3	[1230, 1682, 1260, 1715]
sudoku-cell[interactable]: 5	[1383, 1748, 1413, 1782]
sudoku-cell[interactable]: 2	[1291, 1882, 1321, 1915]
surya-col2: କୋଣାର୍କ ଓଡ଼ିଶା ସଂସ୍କୃତିର ପ୍ରତୀକ । ଏହି ଦିନ ଘରେ ଘରେ ବିଭିନ୍ନ ପ୍ରକାର ପିଠାପଣା ପ୍ରସ୍ତୁତ କରାଯାଏ । ମାଆମାନେ ଉପବାସ ରହି ପୂଜା ସମାପନ କରନ୍ତି । ସୂର୍ଯ୍ୟଙ୍କୁ ଅର୍ଘ୍ୟ ପ୍ରଦାନ କରାଯାଏ । ସୂର୍ଯ୍ୟ ଉପାସନା ଦ୍ୱାରା ଶରୀର ଓ ମନ ସୁସ୍ଥ ରହେ ବୋଲି ଆୟୁର୍ବେଦରେ ଉଲ୍ଲେଖ ଅଛି ।	[350, 1873, 736, 1933]
solution-cell: 8	[1411, 2109, 1429, 2128]
solution-cell: 2	[1448, 2035, 1466, 2053]
solution-cell: 6	[1411, 2053, 1429, 2072]
